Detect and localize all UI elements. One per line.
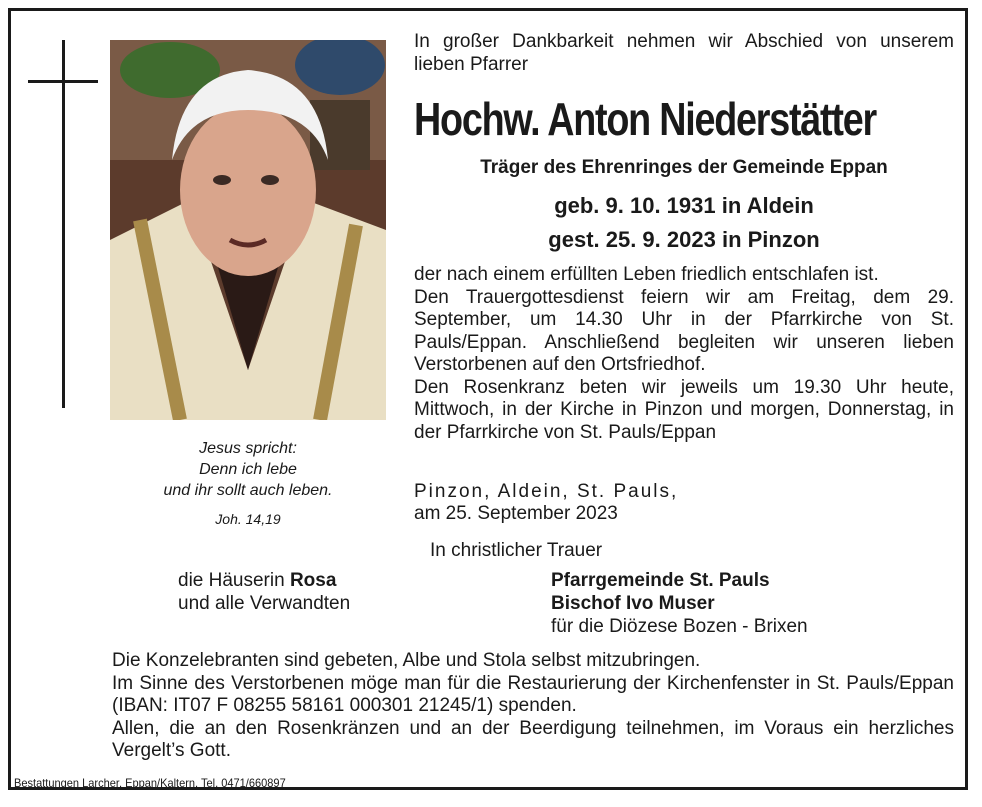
signature-text: für die Diözese Bozen - Brixen xyxy=(551,616,808,637)
family-signature xyxy=(178,569,350,615)
mourning-line: In christlicher Trauer xyxy=(430,540,603,561)
deceased-name: Hochw. Anton Niederstätter xyxy=(414,93,876,145)
signature-text: die Häuserin xyxy=(178,570,290,591)
quote-line: und ihr sollt auch leben. xyxy=(163,482,333,499)
body-paragraph: Den Trauergottesdienst feiern wir am Freitag, dem 29. September, um 14.30 Uhr in der Pfarrkirche von St. Pauls/Eppan. Anschließend begleiten wir unseren lieben Verstorbenen auf den Ortsfriedhof. xyxy=(414,286,954,375)
places: Pinzon, Aldein, St. Pauls, xyxy=(414,481,679,502)
note-paragraph: Allen, die an den Rosenkränzen und an der Beerdigung teilnehmen, im Voraus ein herzliches Vergelt’s Gott. xyxy=(112,717,954,761)
signature-name: Bischof Ivo Muser xyxy=(551,593,715,614)
announcement-date: am 25. September 2023 xyxy=(414,503,618,524)
portrait-photo xyxy=(110,40,386,420)
announcement-body xyxy=(414,264,954,444)
quote-reference: Joh. 14,19 xyxy=(215,511,281,527)
undertaker-footer: Bestattungen Larcher, Eppan/Kaltern, Tel. 0471/660897 xyxy=(14,776,286,790)
signature-name: Rosa xyxy=(289,570,337,591)
intro-text: In großer Dankbarkeit nehmen wir Abschied von unserem lieben Pfarrer xyxy=(414,31,954,75)
bible-quote xyxy=(110,438,386,501)
note-paragraph: Im Sinne des Verstorbenen möge man für die Restaurierung der Kirchenfenster in St. Pauls/Eppan (IBAN: IT07 F 08255 58161 000301 21245/1) spenden. xyxy=(112,672,954,716)
birth-date: geb. 9. 10. 1931 in Aldein xyxy=(554,193,814,218)
body-paragraph: Den Rosenkranz beten wir jeweils um 19.30 Uhr heute, Mittwoch, in der Kirche in Pinzon und morgen, Donnerstag, in der Pfarrkirche von St. Pauls/Eppan xyxy=(414,376,954,443)
parish-signature xyxy=(551,569,808,638)
honor-title: Träger des Ehrenringes der Gemeinde Eppan xyxy=(480,157,888,178)
cross-icon xyxy=(62,40,65,408)
signature-text: und alle Verwandten xyxy=(178,593,351,614)
cross-icon-bar xyxy=(28,80,98,83)
note-paragraph: Die Konzelebranten sind gebeten, Albe und Stola selbst mitzubringen. xyxy=(112,650,701,671)
death-date: gest. 25. 9. 2023 in Pinzon xyxy=(548,227,820,252)
notes xyxy=(112,650,954,763)
quote-line: Denn ich lebe xyxy=(199,461,297,478)
body-paragraph: der nach einem erfüllten Leben friedlich entschlafen ist. xyxy=(414,264,879,285)
signature-name: Pfarrgemeinde St. Pauls xyxy=(551,570,770,591)
quote-line: Jesus spricht: xyxy=(199,440,297,457)
